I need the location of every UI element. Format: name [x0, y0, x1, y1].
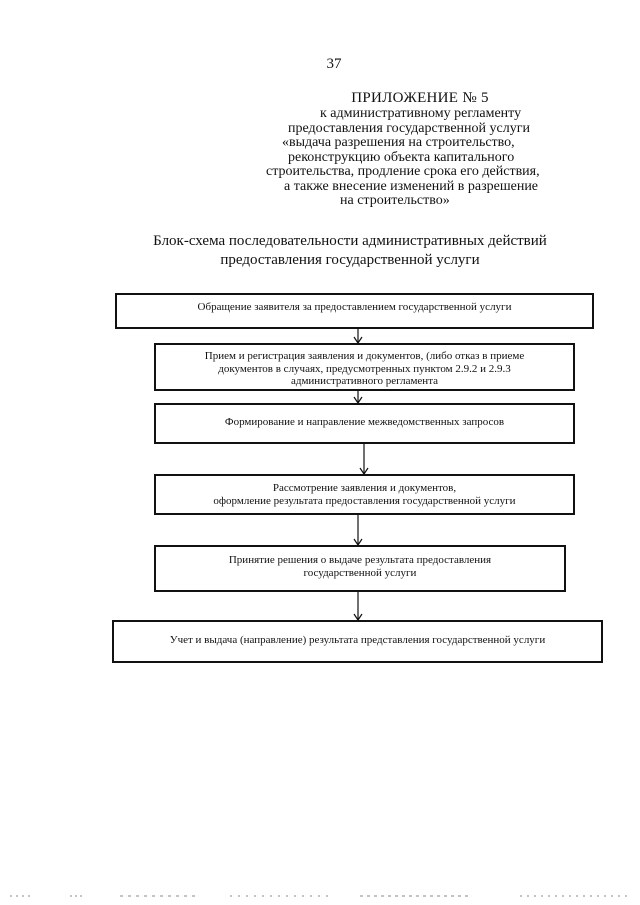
arrow-1-2	[354, 328, 362, 343]
scheme-title-line: Блок-схема последовательности административных действий	[153, 233, 547, 249]
flowchart-step-3	[154, 403, 575, 444]
flowchart-step-2	[154, 343, 575, 391]
arrow-3-4	[360, 443, 368, 474]
step-text: Принятие решения о выдаче результата предоставления	[228, 554, 492, 566]
step-text: Рассмотрение заявления и документов,	[272, 482, 457, 494]
appendix-title: ПРИЛОЖЕНИЕ № 5	[351, 90, 489, 106]
appendix-line: к административному регламенту	[320, 106, 522, 121]
page-number: 37	[326, 56, 342, 72]
step-text: Формирование и направление межведомственных запросов	[224, 416, 505, 428]
step-text: Обращение заявителя за предоставлением государственной услуги	[197, 301, 512, 313]
scan-artifact-dots	[0, 892, 640, 900]
appendix-line: предоставления государственной услуги	[288, 120, 530, 136]
step-text: государственной услуги	[303, 566, 417, 579]
step-text: административного регламента	[290, 375, 439, 387]
appendix-line: строительства, продление срока его действия,	[266, 164, 540, 179]
appendix-line: реконструкцию объекта капитального	[288, 149, 515, 165]
flowchart-step-4	[154, 474, 575, 515]
scheme-title-line: предоставления государственной услуги	[220, 252, 480, 268]
arrow-4-5	[354, 515, 362, 545]
flowchart-step-1	[115, 293, 594, 329]
arrow-5-6	[354, 591, 362, 620]
flowchart-step-5	[154, 545, 566, 592]
step-text: Учет и выдача (направление) результата представления государственной услуги	[169, 634, 546, 646]
appendix-caption	[258, 107, 618, 209]
step-text: Прием и регистрация заявления и документов, (либо отказ в приеме	[204, 350, 525, 362]
step-text: оформление результата предоставления государственной услуги	[213, 494, 516, 507]
scheme-title	[150, 232, 550, 270]
arrow-2-3	[354, 390, 362, 403]
appendix-line: на строительство»	[340, 193, 450, 208]
appendix-line: а также внесение изменений в разрешение	[284, 178, 539, 194]
appendix-line: «выдача разрешения на строительство,	[282, 135, 515, 150]
flowchart-step-6	[112, 620, 603, 663]
step-text: документов в случаях, предусмотренных пунктом 2.9.2 и 2.9.3	[218, 362, 511, 375]
